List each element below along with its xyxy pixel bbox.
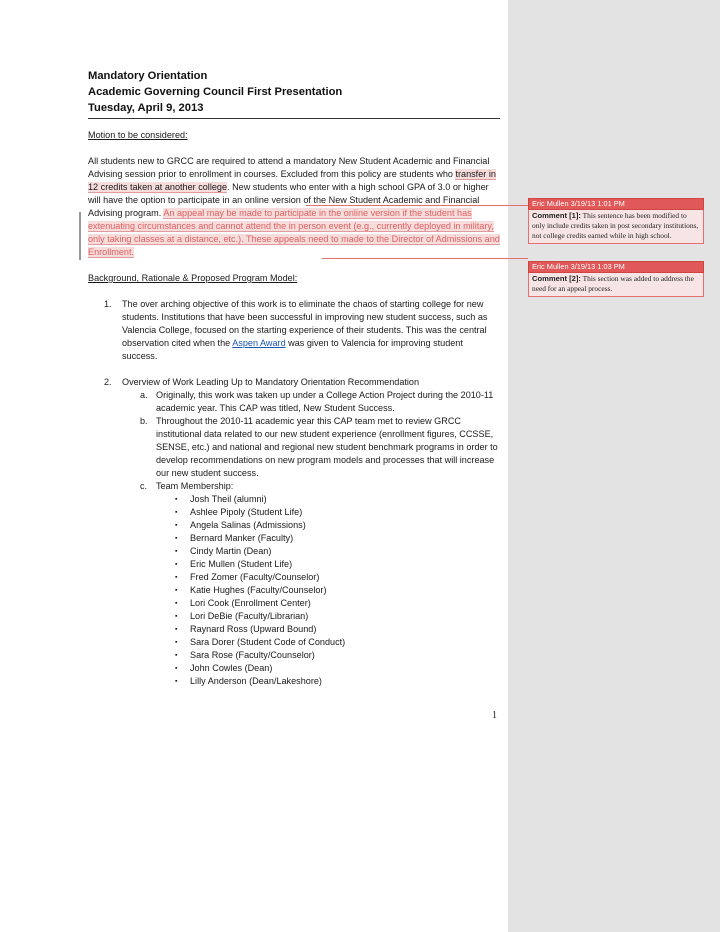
motion-paragraph	[88, 155, 500, 259]
doc-subtitle: Academic Governing Council First Presentation	[88, 86, 343, 98]
motion-text-1: All students new to GRCC are required to attend a mandatory New Student Academic and Financial Advising session prior to enrollment in courses. Excluded from this policy are students who	[88, 156, 490, 179]
team-member-name: Eric Mullen (Student Life)	[190, 559, 293, 569]
team-member	[88, 636, 500, 649]
comment-1-header: Eric Mullen 3/19/13 1:01 PM	[528, 198, 704, 210]
item1-text: The over arching objective of this work is to eliminate the chaos of starting college for new students. Institutions that have been successful in improving new student success, such as Valencia College, focused on the starting experience of their students. This was the central observation cited when the	[122, 299, 488, 348]
comment-balloon-2[interactable]	[528, 261, 704, 297]
team-member-name: John Cowles (Dean)	[190, 663, 273, 673]
comment-margin-panel	[508, 0, 720, 932]
bullet-icon: ▪	[175, 548, 178, 555]
team-member	[88, 623, 500, 636]
team-member	[88, 571, 500, 584]
team-member-name: Fred Zomer (Faculty/Counselor)	[190, 572, 320, 582]
background-heading	[88, 272, 500, 285]
list-item	[88, 376, 500, 389]
bullet-icon: ▪	[175, 535, 178, 542]
item2-text: Overview of Work Leading Up to Mandatory Orientation Recommendation	[122, 377, 420, 387]
bullet-icon: ▪	[175, 600, 178, 607]
document-body	[88, 68, 500, 688]
list-number: 2.	[104, 377, 112, 387]
bullet-icon: ▪	[175, 652, 178, 659]
sub-a-text: Originally, this work was taken up under a College Action Project during the 2010-11 academic year. This CAP was titled, New Student Success.	[156, 390, 494, 413]
bullet-icon: ▪	[175, 522, 178, 529]
team-member-name: Josh Theil (alumni)	[190, 494, 267, 504]
team-member	[88, 649, 500, 662]
bullet-icon: ▪	[175, 639, 178, 646]
change-bar	[79, 212, 81, 260]
comment-1-text: This sentence has been modified to only include credits taken in post secondary institutions, not college credits earned while in high school.	[532, 211, 699, 240]
doc-date: Tuesday, April 9, 2013	[88, 102, 204, 114]
sub-list-item	[88, 415, 500, 480]
doc-title: Mandatory Orientation	[88, 70, 208, 82]
sub-list-item	[88, 389, 500, 415]
team-member-name: Lori DeBie (Faculty/Librarian)	[190, 611, 309, 621]
team-member	[88, 493, 500, 506]
list-number: 1.	[104, 299, 112, 309]
team-member	[88, 662, 500, 675]
sub-c-text: Team Membership:	[156, 481, 234, 491]
team-member-name: Sara Dorer (Student Code of Conduct)	[190, 637, 346, 647]
item1-text-after: was given to Valencia for improving student success.	[122, 338, 463, 361]
team-member-name: Ashlee Pipoly (Student Life)	[190, 507, 303, 517]
comment-1-body	[528, 210, 704, 244]
team-member-name: Sara Rose (Faculty/Counselor)	[190, 650, 315, 660]
bullet-icon: ▪	[175, 574, 178, 581]
sub-list-letter: b.	[140, 416, 148, 426]
tracked-change-appeal[interactable]: An appeal may be made to participate in the online version if the student has extenuating circumstances and cannot attend the in person event (e.g., currently deployed in military, only taking classes at a distance, etc.). These appeals need to made to the Director of Admissions and Enrollment.	[88, 208, 500, 257]
team-member	[88, 519, 500, 532]
sub-list-letter: c.	[140, 481, 148, 491]
list-item	[88, 298, 500, 363]
comment-2-body	[528, 273, 704, 297]
motion-heading	[88, 129, 500, 142]
bullet-icon: ▪	[175, 613, 178, 620]
team-member-name: Lilly Anderson (Dean/Lakeshore)	[190, 676, 322, 686]
comment-2-header: Eric Mullen 3/19/13 1:03 PM	[528, 261, 704, 273]
team-member-name: Bernard Manker (Faculty)	[190, 533, 294, 543]
comment-1-label: Comment [1]:	[532, 211, 581, 220]
team-member-name: Katie Hughes (Faculty/Counselor)	[190, 585, 327, 595]
team-member-name: Lori Cook (Enrollment Center)	[190, 598, 311, 608]
team-member	[88, 545, 500, 558]
team-member	[88, 584, 500, 597]
sub-b-text: Throughout the 2010-11 academic year this CAP team met to review GRCC institutional data related to our new student experience (enrollment figures, CCSSE, SENSE, etc.) and national and regional new student benchmark programs in order to develop recommendations on new program models and processes that will increase our new student success.	[156, 416, 498, 478]
comment-2-label: Comment [2]:	[532, 274, 581, 283]
motion-text-2: . New students who enter with a high school GPA of 3.0 or higher will have the option to participate in an online version of the New Student Academic and Financial Advising program.	[88, 182, 489, 218]
bullet-icon: ▪	[175, 665, 178, 672]
sub-list-item	[88, 480, 500, 493]
aspen-award-link[interactable]: Aspen Award	[232, 338, 286, 348]
comment-2-leader	[322, 258, 528, 259]
team-member-name: Raynard Ross (Upward Bound)	[190, 624, 317, 634]
tracked-change-transfer[interactable]: transfer in 12 credits taken at another college	[88, 169, 496, 192]
team-member-list	[88, 493, 500, 688]
bullet-icon: ▪	[175, 509, 178, 516]
team-member	[88, 610, 500, 623]
comment-1-leader	[306, 205, 528, 206]
bullet-icon: ▪	[175, 561, 178, 568]
team-member	[88, 532, 500, 545]
page-number: 1	[492, 710, 497, 721]
bullet-icon: ▪	[175, 626, 178, 633]
team-member-name: Cindy Martin (Dean)	[190, 546, 272, 556]
team-member	[88, 558, 500, 571]
comment-balloon-1[interactable]	[528, 198, 704, 244]
background-heading-text: Background, Rationale & Proposed Program Model:	[88, 273, 298, 283]
bullet-icon: ▪	[175, 587, 178, 594]
team-member	[88, 675, 500, 688]
team-member	[88, 506, 500, 519]
comment-2-text: This section was added to address the need for an appeal process.	[532, 274, 694, 293]
bullet-icon: ▪	[175, 496, 178, 503]
doc-title-block	[88, 100, 500, 119]
team-member-name: Angela Salinas (Admissions)	[190, 520, 306, 530]
team-member	[88, 597, 500, 610]
motion-heading-text: Motion to be considered:	[88, 130, 188, 140]
sub-list-letter: a.	[140, 390, 148, 400]
bullet-icon: ▪	[175, 678, 178, 685]
